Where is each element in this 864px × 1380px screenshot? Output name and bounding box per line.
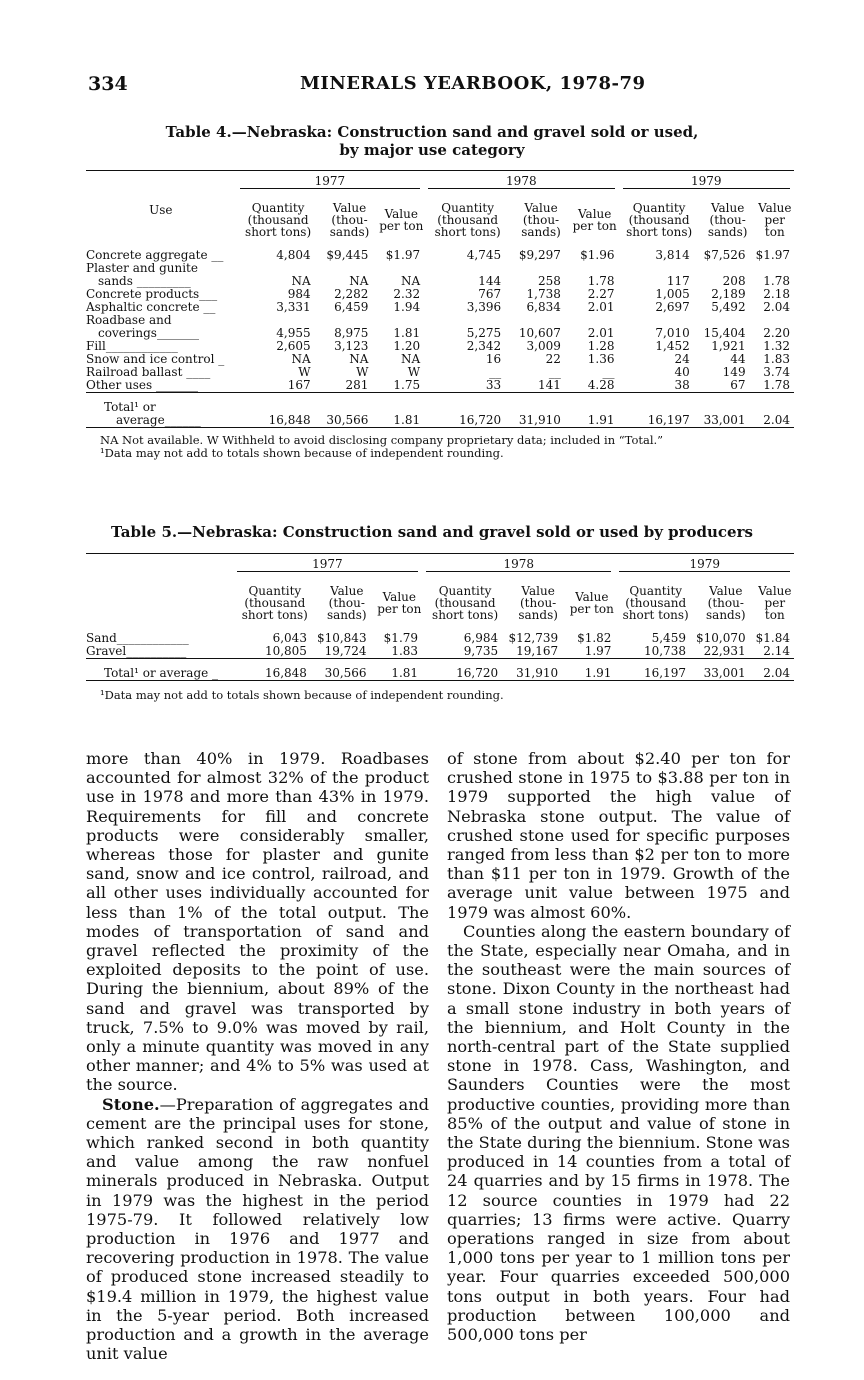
table-cell: 9,735 xyxy=(463,644,499,658)
table-cell: 38 xyxy=(674,378,690,392)
table4-year-1978: 1978 xyxy=(428,175,614,189)
table5-col-quantity-1979: Quantity (thousand short tons) xyxy=(622,584,689,622)
table-cell: 6,984 xyxy=(463,631,499,645)
body-column-left xyxy=(86,749,429,1364)
row-label: Fill____________ xyxy=(86,339,178,353)
table-cell: 1.20 xyxy=(393,339,421,353)
table-cell: 4.28 xyxy=(587,378,615,392)
table5-caption: Table 5.—Nebraska: Construction sand and gravel sold or used by producers xyxy=(111,523,753,541)
table-cell: 2.04 xyxy=(763,300,790,314)
table-cell: 3.74 xyxy=(763,365,790,379)
table4-col-value-1978: Value (thou- sands) xyxy=(521,201,561,239)
table-cell: 33 xyxy=(485,378,502,392)
stone-paragraph-text: —Preparation of aggregates and cement are the principal uses for stone, which ranked second in both quantity and value among the raw nonfuel minerals produced in Nebraska. Output in 1979 was the highest in the period 1975-79. It followed relatively low production in 1976 and 1977 and recovering production in 1978. The value of produced stone increased steadily to $19.4 million in 1979, the highest value in the 5-year period. Both increased production and a growth in the average unit value xyxy=(86,1094,429,1364)
body-right-paragraph-1: of stone from about $2.40 per ton for crushed stone in 1975 to $3.88 per ton in 1979 supported the high value of Nebraska stone output. The value of crushed stone used for specific purposes ranged from less than $2 per ton to more than $11 per ton in 1979. Growth of the average unit value between 1975 and 1979 was almost 60%. xyxy=(447,749,790,922)
table5-note-rounding: ¹Data may not add to totals shown because of independent rounding. xyxy=(100,688,504,702)
table4-use-header: Use xyxy=(86,171,236,250)
row-label: sands _________ xyxy=(98,274,191,288)
total-cell: 30,566 xyxy=(324,666,367,680)
body-right-paragraph-2: Counties along the eastern boundary of the State, especially near Omaha, and in the southeast were the main sources of stone. Dixon County in the northeast had a small stone industry in both years of the biennium, and Holt County in the north-central part of the State supplied stone in 1978. Cass, Washington, and Saunders Counties were the most productive counties, providing more than 85% of the output and value of stone in the State during the biennium. Stone was produced in 14 counties from a total of 24 quarries and by 15 firms in 1978. The 12 source counties in 1979 had 22 quarries; 13 firms were active. Quarry operations ranged in size from about 1,000 tons per year to 1 million tons per year. Four quarries exceeded 500,000 tons output in both years. Four had production between 100,000 and 500,000 tons per xyxy=(447,921,790,1345)
table-cell: 208 xyxy=(722,274,746,288)
table-cell: 2,189 xyxy=(711,287,746,301)
table-cell: 2.14 xyxy=(763,644,790,658)
table-cell: W xyxy=(298,365,311,379)
total-cell: 1.81 xyxy=(391,666,419,680)
table-cell: W xyxy=(407,365,421,379)
total-cell: 33,001 xyxy=(703,413,746,427)
table5-year-1979: 1979 xyxy=(619,558,790,572)
page-number: 334 xyxy=(88,73,128,95)
table-cell: 15,404 xyxy=(703,326,746,340)
table4-col-value-1979: Value (thou- sands) xyxy=(707,201,748,239)
table-cell: NA xyxy=(291,274,311,288)
table-cell: 5,492 xyxy=(711,300,746,314)
table-row xyxy=(86,379,794,393)
table-cell: 3,009 xyxy=(526,339,561,353)
table-cell: 1.75 xyxy=(393,378,421,392)
table-cell: $7,526 xyxy=(703,248,746,262)
table-cell: $12,739 xyxy=(508,631,559,645)
table-cell: 167 xyxy=(287,378,311,392)
table-cell: 1.81 xyxy=(393,326,421,340)
total-cell: 2.04 xyxy=(763,413,790,427)
table-cell: 767 xyxy=(478,287,502,301)
table-cell: $1.97 xyxy=(755,248,790,262)
table-cell: 44 xyxy=(730,352,746,366)
table-cell: 2,282 xyxy=(334,287,369,301)
total-cell: 33,001 xyxy=(703,666,746,680)
table-cell: $10,843 xyxy=(316,631,367,645)
body-column-right xyxy=(447,749,790,1344)
table-cell: 2.20 xyxy=(763,326,790,340)
table-cell: 2.01 xyxy=(587,326,615,340)
table-row xyxy=(86,301,794,314)
row-label: Roadbase and xyxy=(86,313,172,327)
row-label: Railroad ballast ____ xyxy=(86,365,211,379)
table-cell: 5,275 xyxy=(466,326,502,340)
table-cell: 144 xyxy=(478,274,502,288)
table4-caption xyxy=(0,123,864,159)
table-cell: W xyxy=(356,365,369,379)
table5-total-label: Total¹ or average _ xyxy=(104,666,219,680)
total-cell: 2.04 xyxy=(763,666,790,680)
row-label: Asphaltic concrete __ xyxy=(86,300,216,314)
table-cell: $1.84 xyxy=(755,631,790,645)
table-cell: 2.18 xyxy=(763,287,790,301)
table-cell: 4,745 xyxy=(466,248,502,262)
table-cell: 1.97 xyxy=(584,644,612,658)
row-label: Concrete products___ xyxy=(86,287,218,301)
table5-col-perton-1978: Value per ton xyxy=(569,590,614,616)
row-label: Sand____________ xyxy=(86,631,189,645)
total-cell: 1.81 xyxy=(393,413,421,427)
table4-total-label-2: average______ xyxy=(116,413,201,427)
total-cell: 16,197 xyxy=(643,666,686,680)
table-cell: $1.96 xyxy=(580,248,615,262)
table4-col-quantity-1977: Quantity (thousand short tons) xyxy=(245,201,312,239)
body-left-paragraph-2 xyxy=(86,1095,429,1364)
table4-caption-line1: Table 4.—Nebraska: Construction sand and gravel sold or used, xyxy=(165,123,699,141)
table-cell: __ xyxy=(489,365,502,379)
table5-col-quantity-1978: Quantity (thousand short tons) xyxy=(432,584,499,622)
table4 xyxy=(86,170,794,460)
total-cell: 31,910 xyxy=(516,666,559,680)
total-cell: 16,848 xyxy=(268,413,311,427)
total-cell: 1.91 xyxy=(587,413,615,427)
table-cell: 10,607 xyxy=(518,326,561,340)
table-cell: 1,738 xyxy=(526,287,561,301)
table5-col-quantity-1977: Quantity (thousand short tons) xyxy=(241,584,308,622)
table-cell: $1.79 xyxy=(383,631,419,645)
table5-year-1978: 1978 xyxy=(426,558,611,572)
table-cell: 4,804 xyxy=(276,248,311,262)
table-cell: 984 xyxy=(287,287,311,301)
table4-col-perton-1977: Value per ton xyxy=(379,207,424,233)
total-cell: 16,848 xyxy=(264,666,307,680)
table-cell: 2,342 xyxy=(466,339,502,353)
table-cell: 2,605 xyxy=(276,339,311,353)
table5-col-value-1979: Value (thou- sands) xyxy=(706,584,746,622)
table-cell: 1.78 xyxy=(763,378,790,392)
table-cell: 6,043 xyxy=(272,631,307,645)
table4-col-quantity-1978: Quantity (thousand short tons) xyxy=(434,201,501,239)
table4-year-1977: 1977 xyxy=(240,175,421,189)
table-cell: 1.78 xyxy=(763,274,790,288)
table-cell: 6,834 xyxy=(526,300,561,314)
table-cell: 1,005 xyxy=(655,287,690,301)
table-cell: 22,931 xyxy=(703,644,746,658)
table4-col-perton-1978: Value per ton xyxy=(572,207,617,233)
total-cell: 31,910 xyxy=(518,413,561,427)
table5-col-value-1977: Value (thou- sands) xyxy=(326,584,367,622)
table5-col-perton-1979: Value per ton xyxy=(758,584,792,622)
table-cell: NA xyxy=(349,352,369,366)
table4-caption-line2: by major use category xyxy=(339,141,525,159)
table-cell: 5,459 xyxy=(651,631,686,645)
row-label: Concrete aggregate __ xyxy=(86,248,224,262)
table-cell: 117 xyxy=(666,274,690,288)
table-cell: 1.32 xyxy=(763,339,790,353)
table-cell: NA xyxy=(349,274,369,288)
stone-heading: Stone. xyxy=(102,1094,160,1114)
table-cell: 16 xyxy=(485,352,502,366)
table-cell: 1.83 xyxy=(391,644,419,658)
table5-col-perton-1977: Value per ton xyxy=(377,590,422,616)
table-cell: 4,955 xyxy=(276,326,311,340)
table-cell: NA xyxy=(400,352,421,366)
table-cell: 6,459 xyxy=(334,300,369,314)
row-label: coverings_______ xyxy=(98,326,199,340)
table-cell: NA xyxy=(400,274,421,288)
table5-year-1977: 1977 xyxy=(237,558,418,572)
table4-col-value-1977: Value (thou- sands) xyxy=(329,201,370,239)
table5 xyxy=(86,553,794,702)
table-cell: 10,805 xyxy=(264,644,307,658)
table-cell: $9,445 xyxy=(326,248,369,262)
table-cell: 2,697 xyxy=(655,300,690,314)
table-cell: 258 xyxy=(537,274,561,288)
table-cell: 22 xyxy=(545,352,561,366)
table4-note-rounding: ¹Data may not add to totals shown because of independent rounding. xyxy=(100,446,504,460)
table-cell: 2.32 xyxy=(393,287,421,301)
table4-year-1979: 1979 xyxy=(623,175,791,189)
table-cell: 2.01 xyxy=(587,300,615,314)
table-cell: 24 xyxy=(674,352,690,366)
table4-col-quantity-1979: Quantity (thousand short tons) xyxy=(626,201,693,239)
table-cell: $9,297 xyxy=(518,248,561,262)
table4-col-perton-1979: Value per ton xyxy=(758,201,792,239)
table-cell: 19,167 xyxy=(516,644,559,658)
table-cell: NA xyxy=(291,352,311,366)
total-cell: 16,197 xyxy=(647,413,690,427)
table-cell: 19,724 xyxy=(324,644,367,658)
table-cell: __ xyxy=(548,365,561,379)
total-cell: 16,720 xyxy=(456,666,499,680)
table-cell: $10,070 xyxy=(695,631,746,645)
table-cell: 3,331 xyxy=(276,300,311,314)
table-cell: 8,975 xyxy=(334,326,369,340)
table-cell: 40 xyxy=(674,365,690,379)
table-cell: 1.36 xyxy=(587,352,615,366)
row-label: Plaster and gunite xyxy=(86,261,198,275)
table-cell: 67 xyxy=(730,378,746,392)
table-cell: 1.78 xyxy=(587,274,615,288)
table-cell: 1,921 xyxy=(711,339,746,353)
row-label: Snow and ice control _ xyxy=(86,352,225,366)
table-cell: 1.28 xyxy=(587,339,615,353)
table-cell: 3,396 xyxy=(466,300,502,314)
table-cell: 1.83 xyxy=(763,352,790,366)
table-cell: 2.27 xyxy=(587,287,615,301)
table4-total-label-1: Total¹ or xyxy=(104,400,156,414)
table-cell: 1,452 xyxy=(655,339,690,353)
table-row xyxy=(86,645,794,659)
table-cell: 7,010 xyxy=(655,326,690,340)
table-cell: 1.94 xyxy=(393,300,421,314)
table-cell: $1.82 xyxy=(577,631,612,645)
total-cell: 30,566 xyxy=(326,413,369,427)
total-cell: 1.91 xyxy=(584,666,612,680)
table-cell: 10,738 xyxy=(643,644,686,658)
table-cell: 149 xyxy=(722,365,746,379)
table-cell: 141 xyxy=(537,378,561,392)
row-label: Other uses _______ xyxy=(86,378,199,392)
running-header: MINERALS YEARBOOK, 1978-79 xyxy=(300,73,646,94)
total-cell: 16,720 xyxy=(459,413,502,427)
table-cell: 281 xyxy=(345,378,369,392)
table4-note-na: NA Not available. W Withheld to avoid disclosing company proprietary data; included in “Total.” xyxy=(100,433,664,447)
table-cell: 3,123 xyxy=(334,339,369,353)
row-label: Gravel__________ xyxy=(86,644,187,658)
table5-col-value-1978: Value (thou- sands) xyxy=(518,584,558,622)
table-cell: __ xyxy=(602,365,615,379)
table-cell: $1.97 xyxy=(385,248,421,262)
body-left-paragraph-1: more than 40% in 1979. Roadbases accounted for almost 32% of the product use in 1978 and more than 43% in 1979. Requirements for fill and concrete products were considerably smaller, whereas those for plaster and gunite sand, snow and ice control, railroad, and all other uses individually accounted for less than 1% of the total output. The modes of transportation of sand and gravel reflected the proximity of the exploited deposits to the point of use. During the biennium, about 89% of the sand and gravel was transported by truck, 7.5% to 9.0% was moved by rail, only a minute quantity was moved in any other manner; and 4% to 5% was used at the source. xyxy=(86,749,429,1095)
table-cell: 3,814 xyxy=(655,248,690,262)
table-row xyxy=(86,632,794,645)
